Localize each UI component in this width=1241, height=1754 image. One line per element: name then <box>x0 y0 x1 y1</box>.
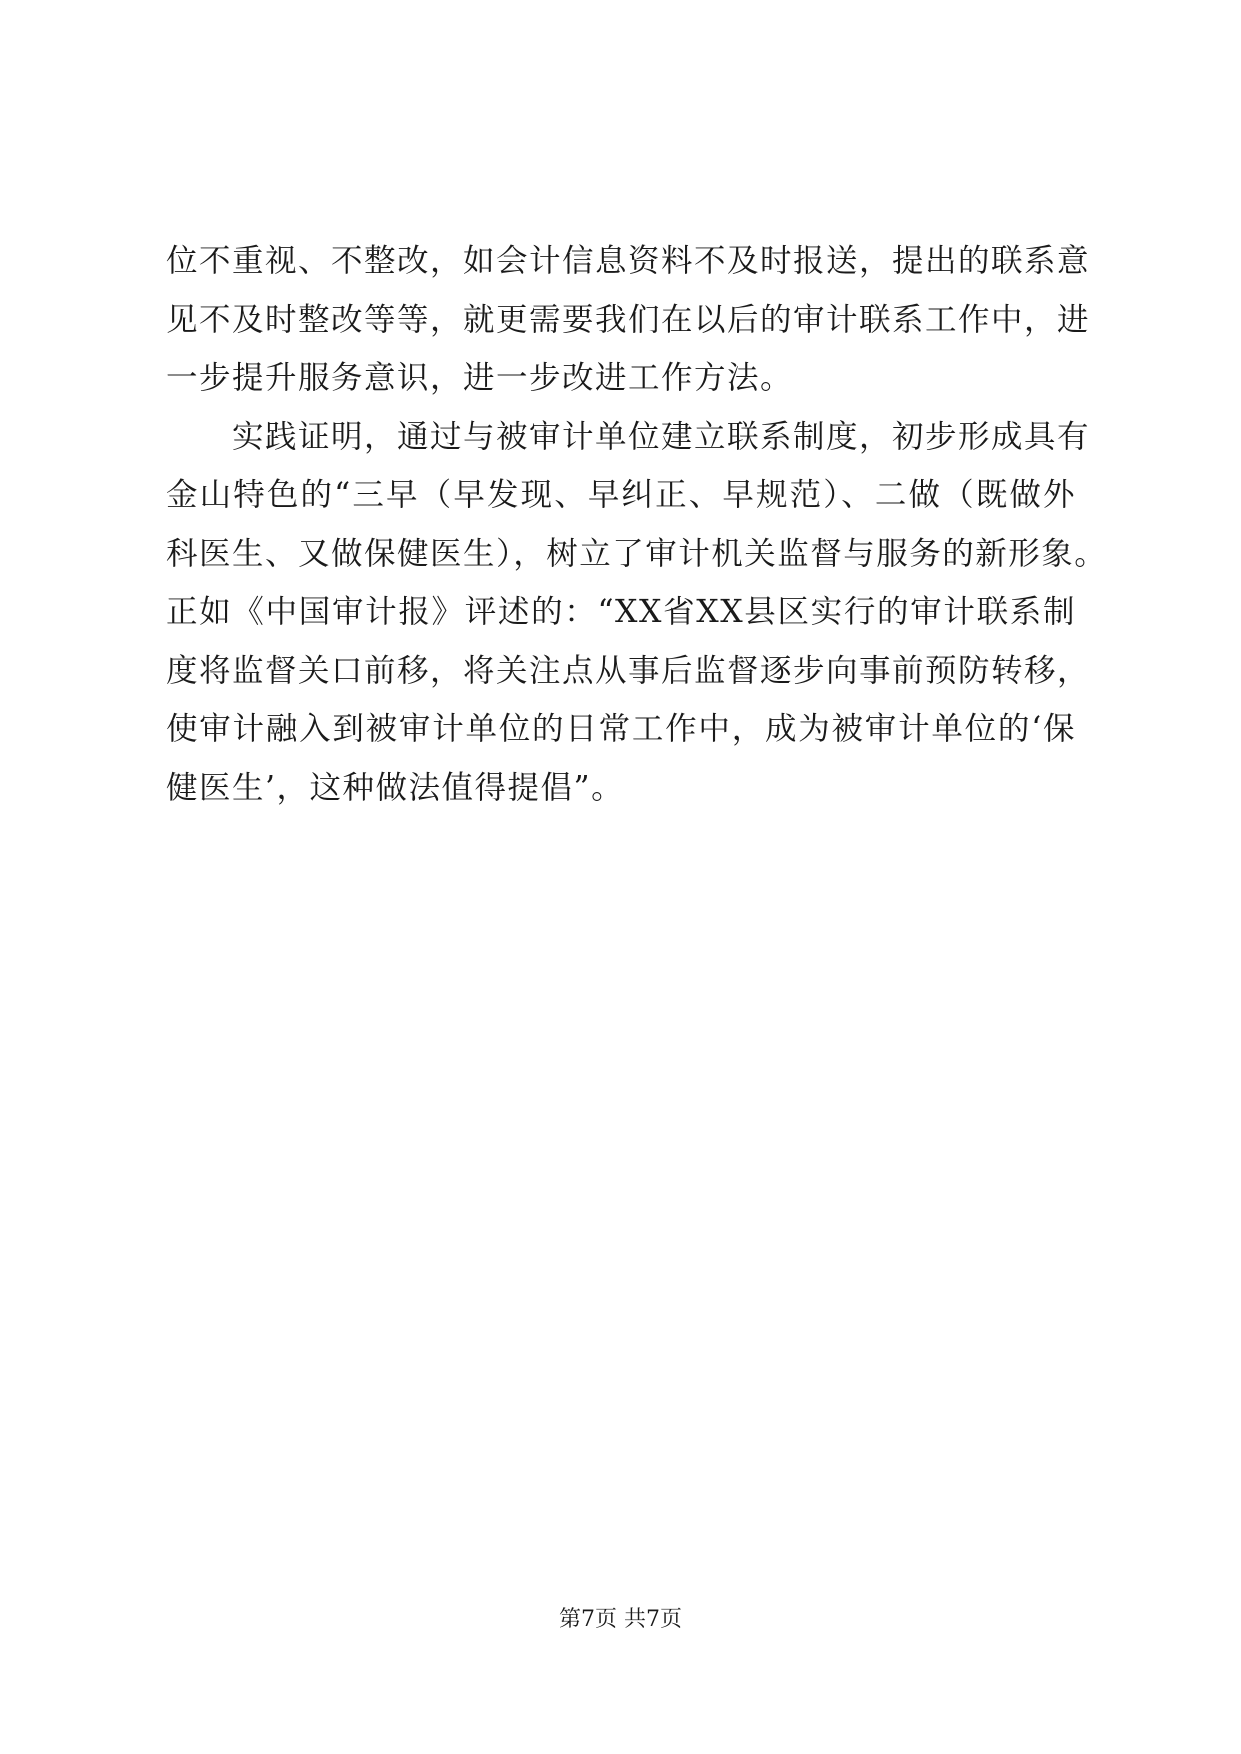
body-text <box>166 232 1108 817</box>
paragraph-line: 位不重视、不整改，如会计信息资料不及时报送，提出的联系意 <box>166 243 1091 279</box>
paragraph-line: 度将监督关口前移，将关注点从事后监督逐步向事前预防转移， <box>166 652 1091 689</box>
page-number-footer: 第7页 共7页 <box>559 1607 682 1632</box>
paragraph-line: 一步提升服务意识，进一步改进工作方法。 <box>166 360 794 396</box>
paragraph-line: 科医生、又做保健医生），树立了审计机关监督与服务的新形象。 <box>166 535 1108 572</box>
paragraph-line: 正如《中国审计报》评述的：“XX省XX县区实行的审计联系制 <box>166 594 1076 630</box>
paragraph-line: 使审计融入到被审计单位的日常工作中，成为被审计单位的‘保 <box>166 711 1076 747</box>
paragraph-line: 健医生’，这种做法值得提倡”。 <box>166 769 625 806</box>
paragraph-line: 见不及时整改等等，就更需要我们在以后的审计联系工作中，进 <box>166 301 1091 338</box>
paragraph-line: 金山特色的“三早（早发现、早纠正、早规范）、二做（既做外 <box>166 477 1076 513</box>
paragraph-line: 实践证明，通过与被审计单位建立联系制度，初步形成具有 <box>232 418 1091 455</box>
